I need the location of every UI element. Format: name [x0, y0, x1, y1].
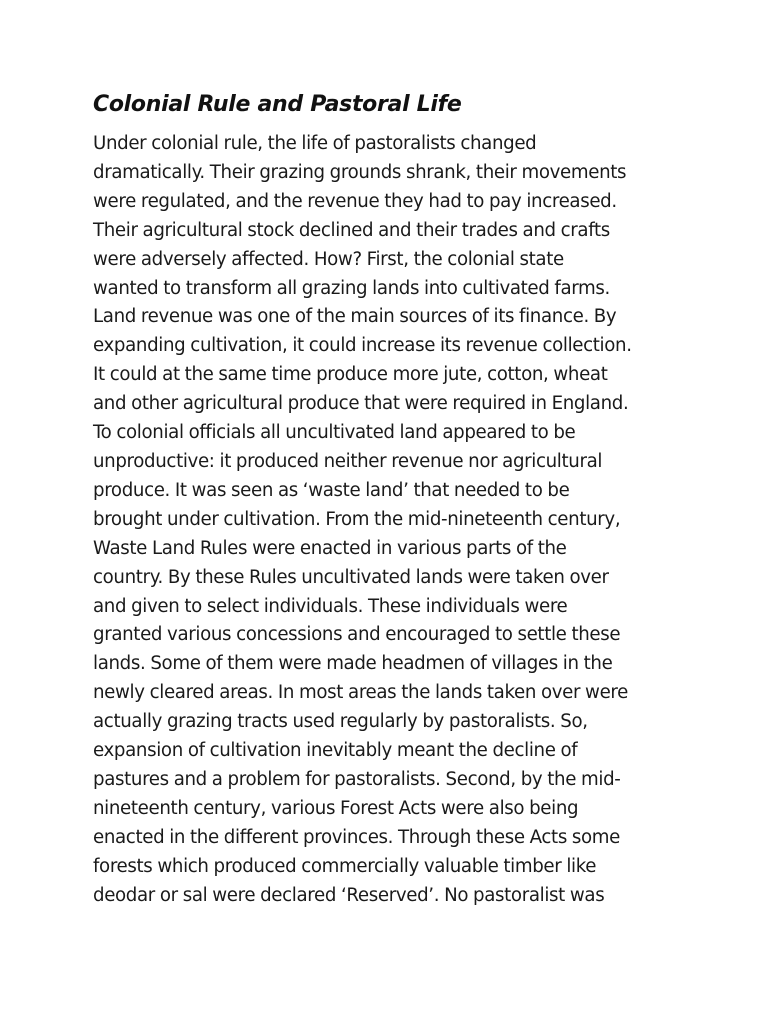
document-page: [93, 90, 683, 910]
paragraph-line: nineteenth century, various Forest Acts were also being: [93, 797, 579, 819]
paragraph-line: granted various concessions and encouraged to settle these: [93, 624, 621, 646]
body-paragraph: [93, 130, 683, 910]
paragraph-line: were regulated, and the revenue they had to pay increased.: [93, 190, 617, 212]
paragraph-line: dramatically. Their grazing grounds shrank, their movements: [93, 161, 627, 183]
paragraph-line: brought under cultivation. From the mid-nineteenth century,: [93, 508, 621, 530]
paragraph-line: expansion of cultivation inevitably meant the decline of: [93, 740, 578, 762]
paragraph-line: lands. Some of them were made headmen of villages in the: [93, 653, 613, 675]
paragraph-line: It could at the same time produce more jute, cotton, wheat: [93, 364, 608, 386]
paragraph-line: country. By these Rules uncultivated lands were taken over: [93, 566, 609, 588]
paragraph-line: Under colonial rule, the life of pastoralists changed: [93, 133, 537, 154]
paragraph-line: and given to select individuals. These individuals were: [93, 595, 568, 617]
paragraph-line: Land revenue was one of the main sources of its finance. By: [93, 306, 617, 328]
paragraph-line: Waste Land Rules were enacted in various parts of the: [93, 537, 567, 559]
paragraph-line: expanding cultivation, it could increase its revenue collection.: [93, 335, 632, 357]
paragraph-line: To colonial officials all uncultivated land appeared to be: [93, 422, 576, 444]
paragraph-line: and other agricultural produce that were required in England.: [93, 393, 629, 415]
paragraph-line: enacted in the different provinces. Through these Acts some: [93, 826, 621, 848]
paragraph-line: wanted to transform all grazing lands into cultivated farms.: [93, 277, 610, 299]
paragraph-line: pastures and a problem for pastoralists. Second, by the mid-: [93, 768, 621, 790]
paragraph-line: unproductive: it produced neither revenue nor agricultural: [93, 450, 603, 472]
paragraph-line: forests which produced commercially valuable timber like: [93, 855, 597, 877]
paragraph-line: deodar or sal were declared ‘Reserved’. No pastoralist was: [93, 884, 605, 906]
paragraph-line: were adversely affected. How? First, the colonial state: [93, 248, 564, 270]
paragraph-line: Their agricultural stock declined and their trades and crafts: [93, 219, 610, 241]
document-title: Colonial Rule and Pastoral Life: [93, 92, 462, 117]
paragraph-line: newly cleared areas. In most areas the lands taken over were: [93, 682, 628, 704]
paragraph-line: actually grazing tracts used regularly by pastoralists. So,: [93, 711, 588, 733]
paragraph-line: produce. It was seen as ‘waste land’ that needed to be: [93, 479, 570, 501]
